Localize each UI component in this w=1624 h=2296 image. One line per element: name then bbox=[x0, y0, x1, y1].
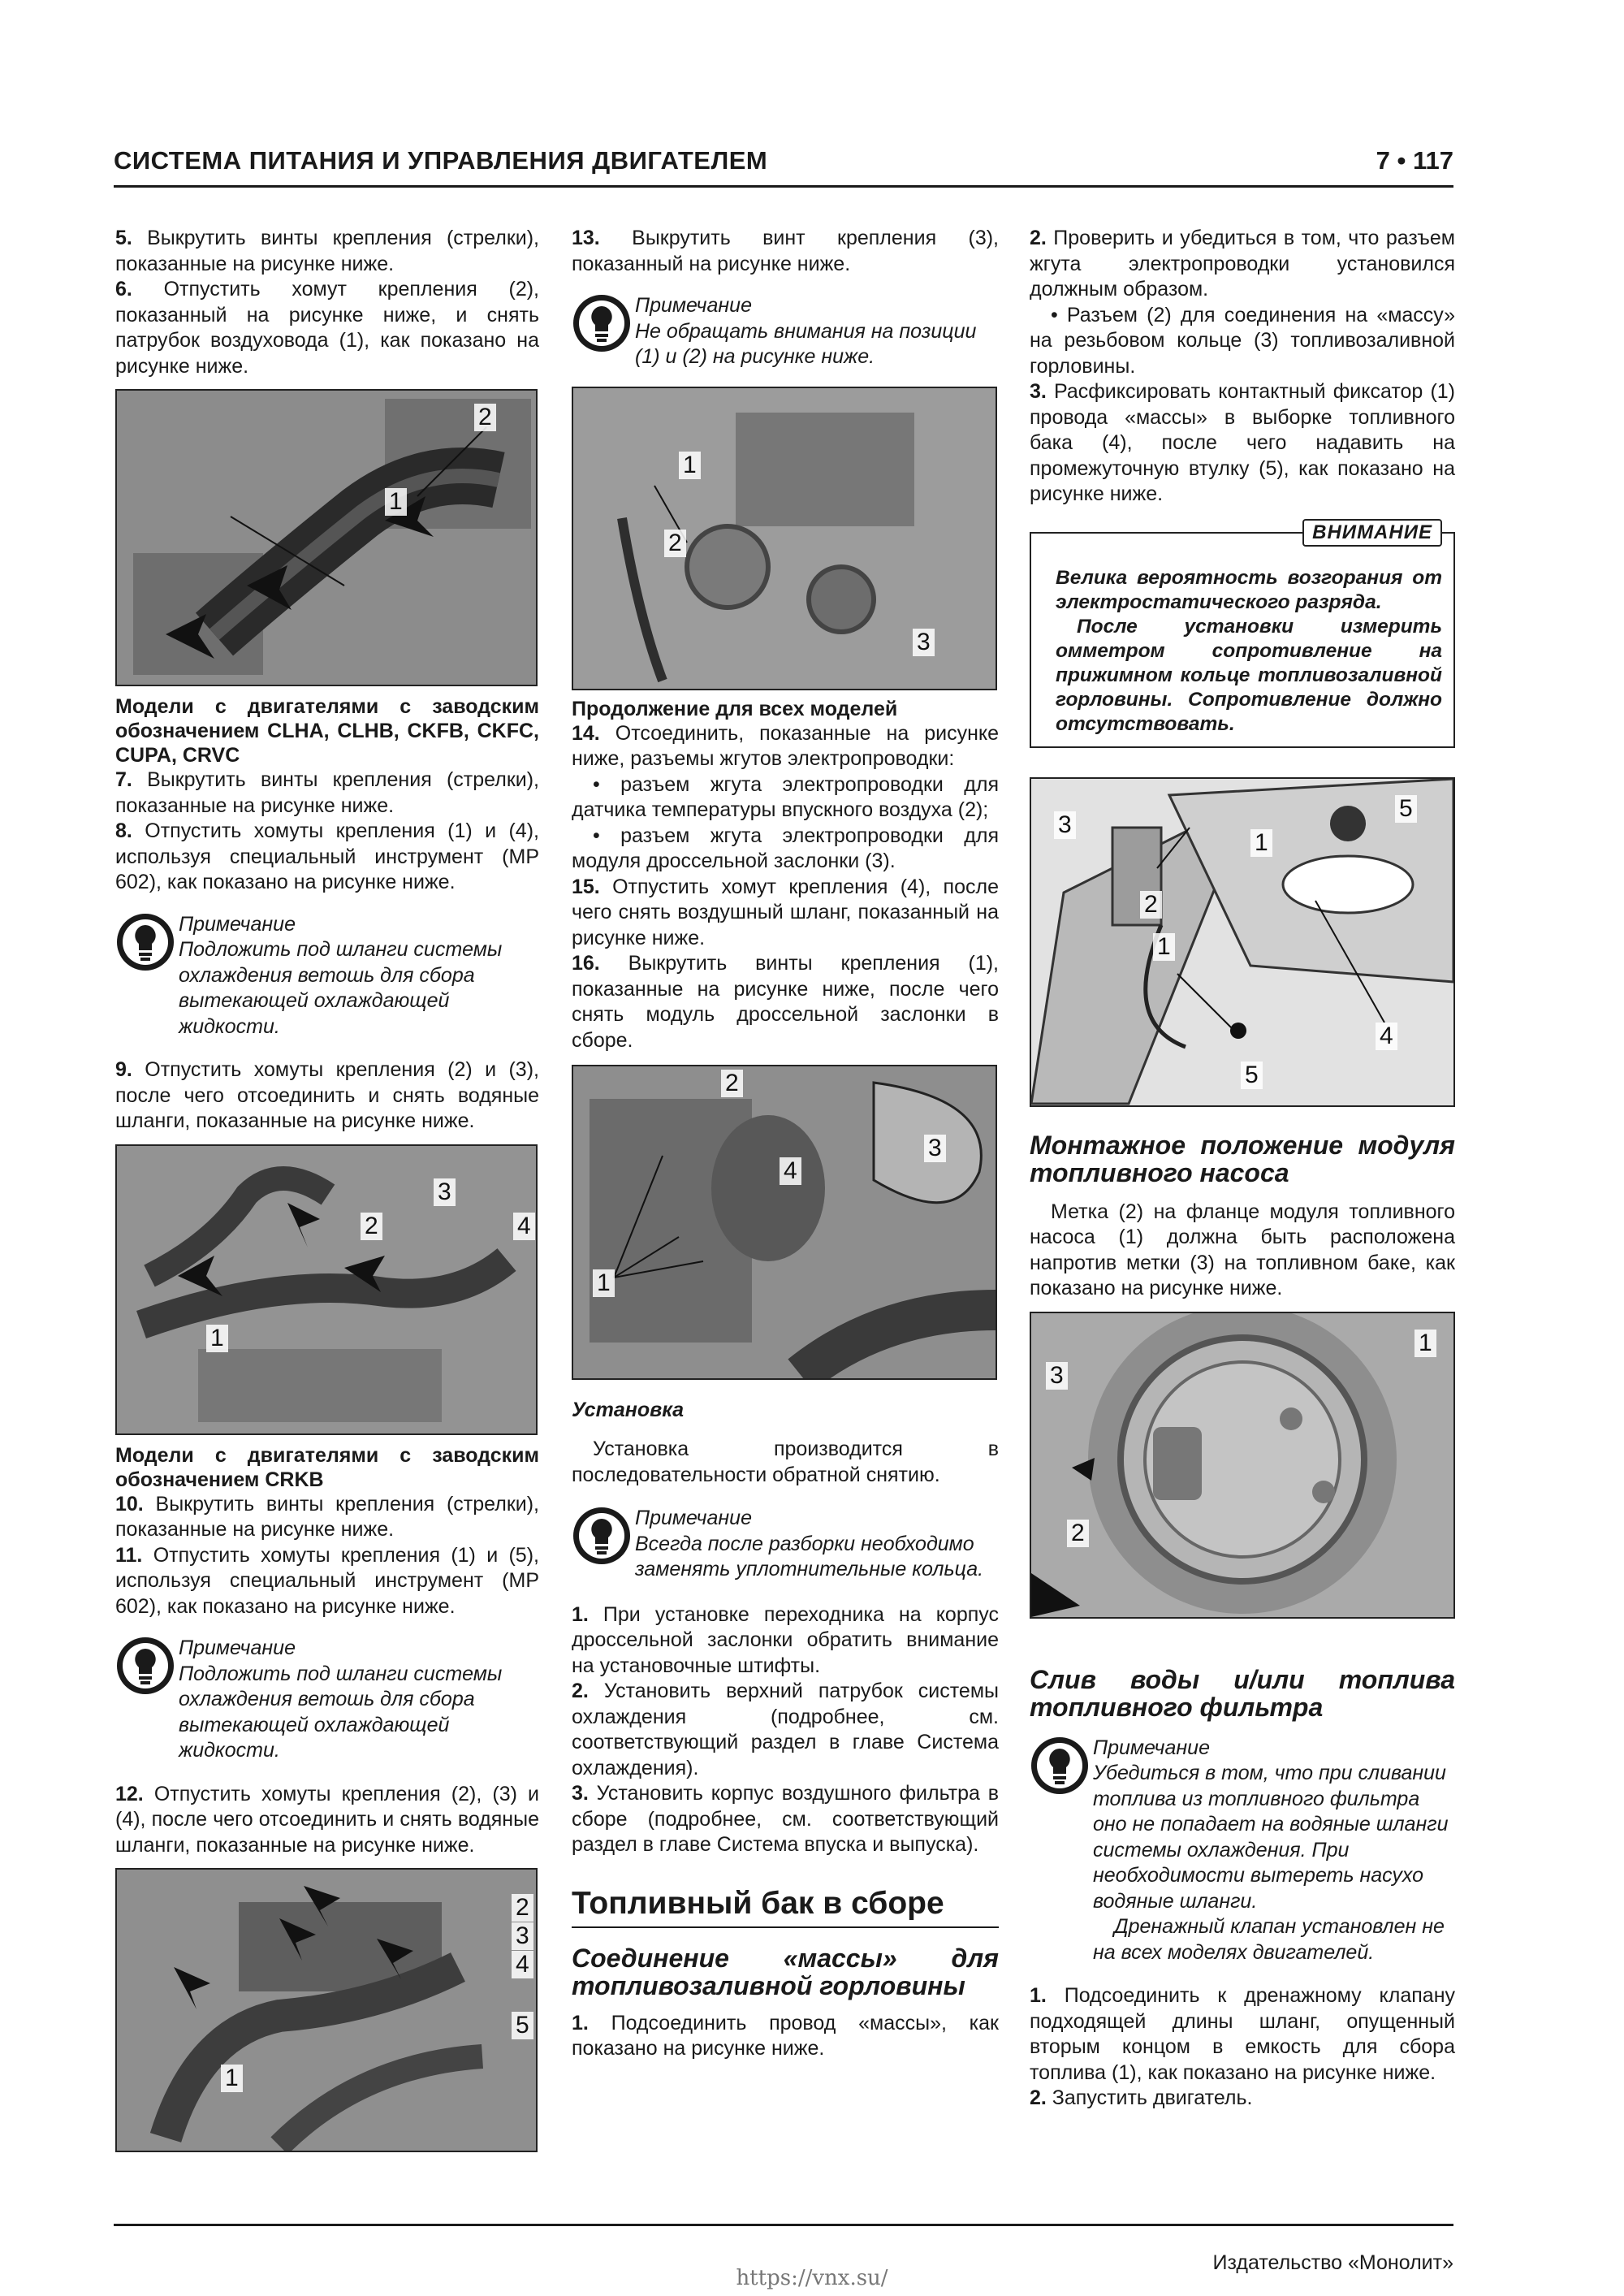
note-text: Подложить под шланги системы охлаждения ветошь для сбора вытекающей охлаждающей жидкости. bbox=[179, 938, 503, 1038]
install-step-1: 1. При установке переходника на корпус дроссельной заслонки обратить внимание на установочные штифты. bbox=[572, 1602, 999, 1677]
note-heading: Примечание bbox=[179, 912, 296, 936]
note-text: Не обращать внимания на позиции (1) и (2) на рисунке ниже. bbox=[635, 319, 977, 368]
footer-rule bbox=[114, 2224, 1453, 2226]
figure-throttle-module bbox=[572, 1065, 997, 1380]
step-8: 8. Отпустить хомуты крепления (1) и (4), используя специальный инструмент (MP 602), как показано на рисунке ниже. bbox=[115, 819, 539, 893]
figure-water-hoses-drawing bbox=[117, 1146, 536, 1433]
callout-4: 4 bbox=[513, 1213, 535, 1240]
column-3 bbox=[1030, 226, 1455, 2112]
step-16: 16. Выкрутить винты крепления (1), показанные на рисунке ниже, после чего снять модуль дроссельной заслонки в сборе. bbox=[572, 952, 999, 1052]
install-step-2: 2. Установить верхний патрубок системы охлаждения (подробнее, см. соответствующий раздел в главе Система охлаждения). bbox=[572, 1680, 999, 1779]
installation-text: Установка производится в последовательности обратной снятию. bbox=[572, 1438, 999, 1486]
callout-4: 4 bbox=[512, 1951, 533, 1978]
subheading-crkb: Модели с двигателями с заводским обозначением CRKB bbox=[115, 1443, 539, 1491]
heading-pump-position: Монтажное положение модуля топливного насоса bbox=[1030, 1130, 1455, 1187]
bulb-icon bbox=[572, 1506, 635, 1569]
step-11: 11. Отпустить хомуты крепления (1) и (5), используя специальный инструмент (MP 602), как показано на рисунке ниже. bbox=[115, 1543, 539, 1618]
callout-3: 3 bbox=[434, 1178, 456, 1206]
step-9: 9. Отпустить хомуты крепления (2) и (3), после чего отсоединить и снять водяные шланги, показанные на рисунке ниже. bbox=[115, 1058, 539, 1132]
callout-3: 3 bbox=[1046, 1362, 1068, 1390]
bullet-connector-throttle: • разъем жгута электропроводки для модуля дроссельной заслонки (3). bbox=[572, 824, 999, 872]
source-url[interactable]: https://vnx.su/ bbox=[736, 2266, 888, 2290]
step-15: 15. Отпустить хомут крепления (4), после чего снять воздушный шланг, показанный на рисунке ниже. bbox=[572, 875, 999, 949]
callout-1b: 1 bbox=[1153, 933, 1175, 961]
bulb-icon bbox=[115, 1636, 179, 1699]
callout-4: 4 bbox=[1376, 1023, 1397, 1050]
callout-2: 2 bbox=[664, 530, 686, 557]
bulb-icon bbox=[115, 912, 179, 975]
note-1 bbox=[115, 912, 539, 1040]
callout-5: 5 bbox=[1395, 795, 1417, 823]
warning-text-2: После установки измерить омметром сопротивление на прижимном кольце топливозаливной горловины. Сопротивление должно отсутствовать. bbox=[1056, 615, 1442, 735]
note-2 bbox=[115, 1636, 539, 1764]
note-heading: Примечание bbox=[179, 1637, 296, 1659]
step-10: 10. Выкрутить винты крепления (стрелки), показанные на рисунке ниже. bbox=[115, 1492, 539, 1541]
page-number: 7 • 117 bbox=[1376, 146, 1453, 175]
ground-step-3: 3. Расфиксировать контактный фиксатор (1) провода «массы» в выборке топливного бака (4), после чего надавить на промежуточную втулку (5), как показано на рисунке ниже. bbox=[1030, 380, 1455, 505]
figure-filler-neck-drawing bbox=[1031, 779, 1453, 1105]
callout-2: 2 bbox=[721, 1070, 743, 1097]
callout-1: 1 bbox=[221, 2065, 243, 2092]
callout-2: 2 bbox=[1140, 891, 1162, 919]
callout-1: 1 bbox=[679, 452, 701, 479]
drain-step-1: 1. Подсоединить к дренажному клапану подходящей длины шланг, опущенный вторым концом в емкость для сбора топлива (1), как показано на рисунке ниже. bbox=[1030, 1984, 1455, 2084]
callout-4: 4 bbox=[780, 1157, 801, 1185]
figure-throttle-top bbox=[572, 387, 997, 690]
figure-filler-neck bbox=[1030, 777, 1455, 1107]
note-heading: Примечание bbox=[1093, 1736, 1210, 1759]
note-3 bbox=[572, 293, 999, 370]
figure-fuel-pump bbox=[1030, 1312, 1455, 1619]
callout-3: 3 bbox=[512, 1922, 533, 1950]
callout-2: 2 bbox=[1067, 1520, 1089, 1547]
bulb-icon bbox=[1030, 1736, 1093, 1799]
callout-2: 2 bbox=[361, 1213, 382, 1240]
callout-5b: 5 bbox=[1241, 1062, 1263, 1089]
figure-air-duct-drawing bbox=[117, 391, 536, 685]
section-title: СИСТЕМА ПИТАНИЯ И УПРАВЛЕНИЯ ДВИГАТЕЛЕМ bbox=[114, 146, 768, 175]
heading-drain: Слив воды и/или топлива топливного фильтра bbox=[1030, 1664, 1455, 1722]
callout-3: 3 bbox=[913, 629, 935, 656]
note-text: Всегда после разборки необходимо заменять уплотнительные кольца. bbox=[635, 1532, 984, 1580]
note-heading: Примечание bbox=[635, 294, 752, 317]
drain-step-2: 2. Запустить двигатель. bbox=[1030, 2086, 1253, 2109]
step-6: 6. Отпустить хомут крепления (2), показанный на рисунке ниже, и снять патрубок воздуховода (1), как показано на рисунке ниже. bbox=[115, 278, 539, 378]
callout-1: 1 bbox=[593, 1269, 615, 1297]
header-rule bbox=[114, 185, 1453, 188]
bullet-ground-connector: • Разъем (2) для соединения на «массу» на резьбовом кольце (3) топливозаливной горловины. bbox=[1030, 303, 1455, 378]
callout-3: 3 bbox=[1054, 811, 1076, 839]
step-13: 13. Выкрутить винт крепления (3), показанный на рисунке ниже. bbox=[572, 227, 999, 275]
figure-water-hoses bbox=[115, 1144, 538, 1435]
figure-crkb-hoses bbox=[115, 1868, 538, 2152]
page-header bbox=[114, 146, 1453, 187]
callout-3: 3 bbox=[924, 1135, 946, 1162]
column-1 bbox=[115, 226, 539, 2152]
note-text: Подложить под шланги системы охлаждения ветошь для сбора вытекающей охлаждающей жидкости. bbox=[179, 1662, 503, 1762]
note-5 bbox=[1030, 1736, 1455, 1966]
warning-text-1: Велика вероятность возгорания от электростатического разряда. bbox=[1056, 566, 1442, 613]
callout-2: 2 bbox=[512, 1894, 533, 1922]
callout-1: 1 bbox=[206, 1325, 228, 1352]
step-14: 14. Отсоединить, показанные на рисунке ниже, разъемы жгутов электропроводки: bbox=[572, 721, 999, 770]
note-heading: Примечание bbox=[635, 1507, 752, 1529]
heading-rule bbox=[572, 1926, 999, 1928]
note-extra: Дренажный клапан установлен не на всех моделях двигателей. bbox=[1093, 1915, 1445, 1964]
callout-1: 1 bbox=[385, 488, 407, 516]
step-7: 7. Выкрутить винты крепления (стрелки), показанные на рисунке ниже. bbox=[115, 768, 539, 817]
callout-1: 1 bbox=[1415, 1330, 1436, 1357]
subheading-all-models: Продолжение для всех моделей bbox=[572, 697, 898, 720]
heading-installation: Установка bbox=[572, 1399, 685, 1421]
heading-ground-connection: Соединение «массы» для топливозаливной горловины bbox=[572, 1943, 999, 2000]
step-5: 5. Выкрутить винты крепления (стрелки), показанные на рисунке ниже. bbox=[115, 227, 539, 275]
bullet-connector-iat: • разъем жгута электропроводки для датчика температуры впускного воздуха (2); bbox=[572, 772, 999, 821]
figure-air-duct bbox=[115, 389, 538, 686]
figure-crkb-hoses-drawing bbox=[117, 1870, 536, 2151]
figure-throttle-module-drawing bbox=[573, 1066, 996, 1378]
figure-fuel-pump-drawing bbox=[1031, 1313, 1453, 1617]
heading-fuel-tank: Топливный бак в сборе bbox=[572, 1885, 944, 1921]
publisher: Издательство «Монолит» bbox=[1212, 2251, 1453, 2274]
step-12: 12. Отпустить хомуты крепления (2), (3) и (4), после чего отсоединить и снять водяные шланги, показанные на рисунке ниже. bbox=[115, 1782, 539, 1857]
note-4 bbox=[572, 1506, 999, 1583]
bulb-icon bbox=[572, 293, 635, 357]
note-text: Убедиться в том, что при сливании топлива из топливного фильтра оно не попадает на водяные шланги системы охлаждения. При необходимости вытереть насухо водяные шланги. bbox=[1093, 1762, 1449, 1913]
pump-position-text: Метка (2) на фланце модуля топливного насоса (1) должна быть расположена напротив метки (3) на топливном баке, как показано на рисунке ниже. bbox=[1030, 1200, 1455, 1299]
column-2 bbox=[572, 226, 999, 2062]
warning-box bbox=[1030, 521, 1455, 748]
callout-1: 1 bbox=[1250, 829, 1272, 857]
install-step-3: 3. Установить корпус воздушного фильтра в сборе (подробнее, см. соответствующий раздел в главе Система впуска и выпуска). bbox=[572, 1782, 999, 1856]
ground-step-1: 1. Подсоединить провод «массы», как показано на рисунке ниже. bbox=[572, 2011, 999, 2060]
callout-2: 2 bbox=[474, 404, 496, 431]
callout-5: 5 bbox=[512, 2012, 533, 2039]
subheading-clha: Модели с двигателями с заводским обозначением CLHA, CLHB, CKFB, CKFC, CUPA, CRVC bbox=[115, 695, 539, 767]
ground-step-2: 2. Проверить и убедиться в том, что разъем жгута электропроводки установился должным образом. bbox=[1030, 227, 1455, 301]
warning-tag: ВНИМАНИЕ bbox=[1302, 519, 1442, 547]
